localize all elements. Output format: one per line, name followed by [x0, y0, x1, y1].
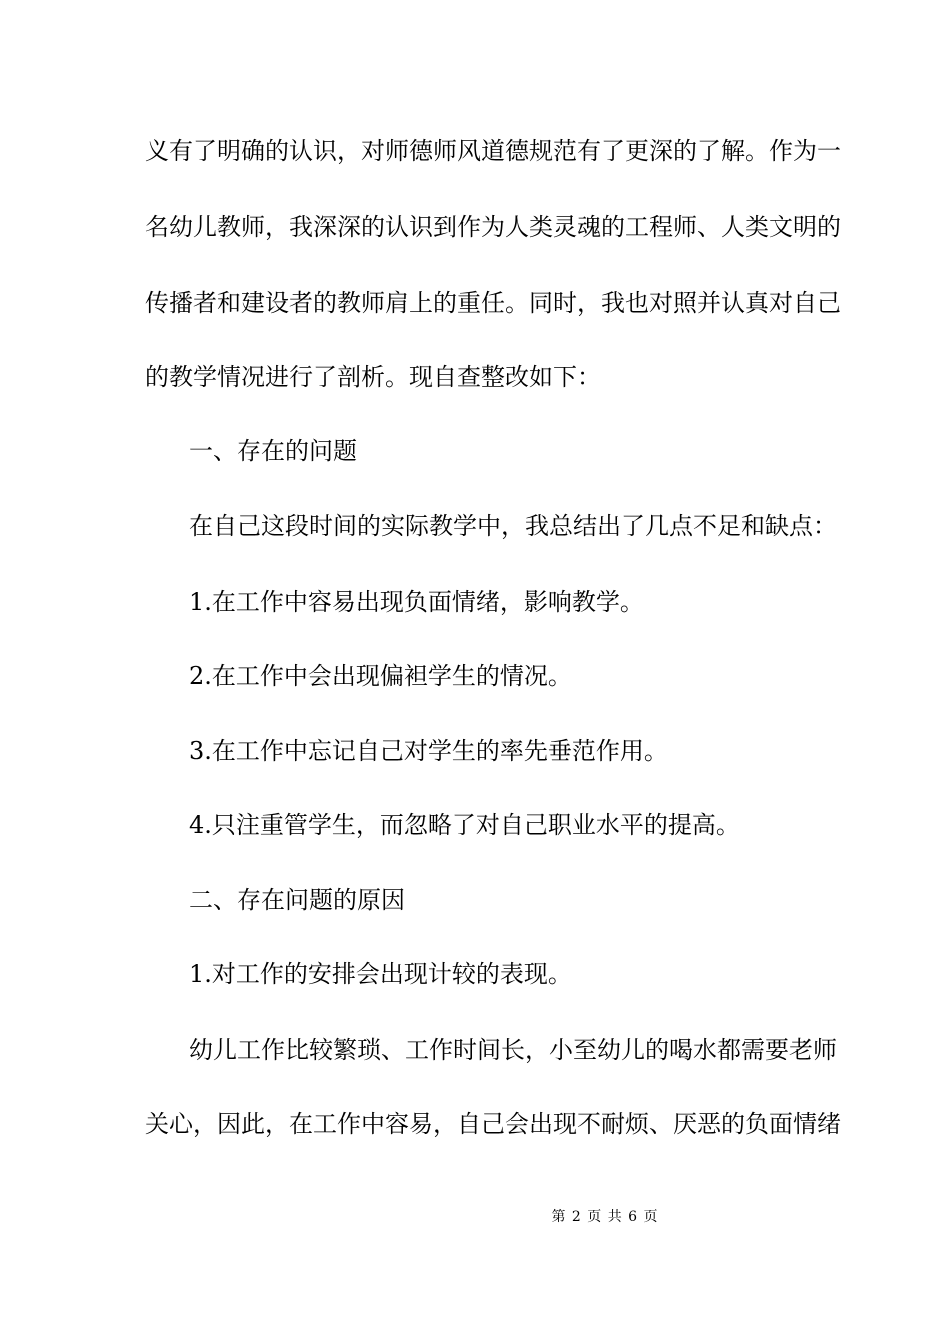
paragraph-line: 名幼儿教师，我深深的认识到作为人类灵魂的工程师、人类文明的 — [145, 213, 841, 241]
paragraph-line: 关心，因此，在工作中容易，自己会出现不耐烦、厌恶的负面情绪 — [145, 1110, 841, 1138]
paragraph-line: 义有了明确的认识，对师德师风道德规范有了更深的了解。作为一 — [145, 137, 841, 165]
paragraph-line: 幼儿工作比较繁琐、工作时间长，小至幼儿的喝水都需要老师 — [189, 1036, 837, 1064]
paragraph-line: 在自己这段时间的实际教学中，我总结出了几点不足和缺点： — [189, 512, 837, 540]
list-item: 1.对工作的安排会出现计较的表现。 — [189, 960, 572, 988]
section-heading: 一、存在的问题 — [189, 437, 357, 465]
list-item: 1.在工作中容易出现负面情绪，影响教学。 — [189, 588, 644, 616]
page-number: 第 2 页 共 6 页 — [551, 1209, 659, 1225]
paragraph-line: 传播者和建设者的教师肩上的重任。同时，我也对照并认真对自己 — [145, 289, 841, 317]
paragraph-line: 的教学情况进行了剖析。现自查整改如下： — [145, 363, 601, 391]
list-item: 4.只注重管学生，而忽略了对自己职业水平的提高。 — [189, 811, 740, 839]
list-item: 2.在工作中会出现偏袒学生的情况。 — [189, 662, 572, 690]
section-heading: 二、存在问题的原因 — [189, 886, 405, 914]
list-item: 3.在工作中忘记自己对学生的率先垂范作用。 — [189, 737, 668, 765]
